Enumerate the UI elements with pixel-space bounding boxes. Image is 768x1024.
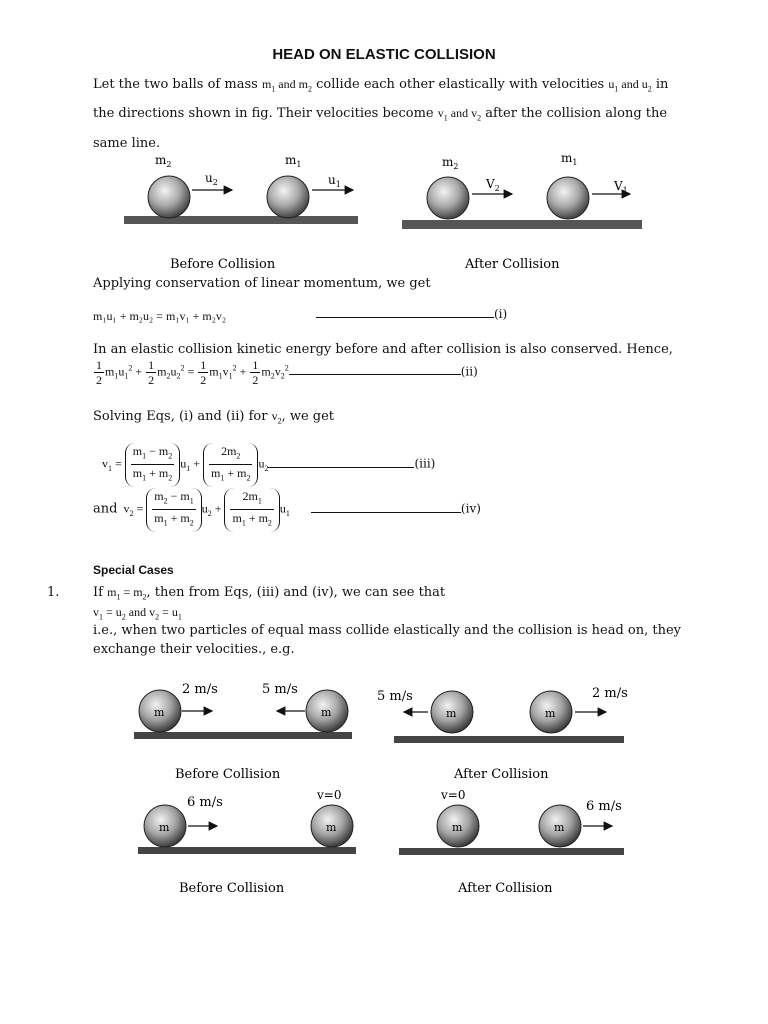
fig1-after-label: After Collision (465, 257, 560, 272)
label-2ms: 2 m/s (182, 682, 218, 697)
svg-text:m: m (554, 821, 565, 834)
momentum-equation (93, 309, 226, 324)
case-number: 1. (47, 585, 60, 600)
equation-v2: and $v_2$ = $\frac{m_2 - m_1}{m_1 + m_2}$ $u_2$ + $\frac{2m_1}{m_1 + m_2}$ $u_1$ (iv) (93, 488, 481, 532)
fig2-before-label: Before Collision (175, 767, 281, 782)
ground-after-3 (399, 848, 624, 855)
label-after-6ms: 6 m/s (586, 799, 622, 814)
energy-text: In an elastic collision kinetic energy before and after collision is also conserved. Hence, (93, 342, 673, 357)
case-result: $v_1 = u_2$ and $v_2 = u_1$ (93, 605, 182, 622)
intro-line-2: the directions shown in fig. Their velocities become $v_1$ and $v_2$ after the collision along the (93, 106, 668, 123)
svg-text:m: m (545, 707, 556, 720)
label-v0: v=0 (317, 788, 342, 802)
svg-text:m1: $m_1$ (561, 151, 578, 167)
intro-line-3: same line. (93, 135, 161, 151)
svg-text:m: m (452, 821, 463, 834)
svg-text:u2: $u_2$ (205, 171, 218, 187)
intro-line-1: Let the two balls of mass $m_1$ and $m_2$ collide each other elastically with velocities $u_1$ and $u_2$ in (93, 77, 669, 94)
ground-before-3 (138, 847, 356, 854)
label-5ms: 5 m/s (262, 682, 298, 697)
u1-and-u2: $u_1$ and $u_2$ (608, 77, 652, 94)
ball-m2-before (148, 176, 190, 218)
label-after-2ms: 2 m/s (592, 686, 628, 701)
label-6ms: 6 m/s (187, 795, 223, 810)
fig1-before-label: Before Collision (170, 257, 276, 272)
svg-text:m2: $m_2$ (442, 155, 459, 171)
fig3-before-label: Before Collision (179, 881, 285, 896)
momentum-eq-tag: (i) (316, 307, 507, 321)
svg-text:m1: $m_1$ (285, 153, 302, 169)
ball-m1-before (267, 176, 309, 218)
ball-m1-after (547, 177, 589, 219)
case-condition: If $m_1 = m_2$, then from Eqs, (iii) and (iv), we can see that (93, 585, 446, 602)
ground-after-2 (394, 736, 624, 743)
ground-before (124, 216, 358, 224)
svg-text:m: m (154, 706, 165, 719)
energy-equation: $\frac{1}{2}$ $m_1u_1^2$ + $\frac{1}{2}$ $m_2u_2^2$ = $\frac{1}{2}$ $m_1v_1^2$ + $\frac{1}{2}$ $m_2v_2^2$ (ii) (96, 358, 478, 387)
momentum-text: Applying conservation of linear momentum, we get (93, 276, 431, 291)
svg-text:m2: $m_2$ (155, 153, 172, 169)
svg-text:m: m (326, 821, 337, 834)
svg-text:V1: $V_1$ (614, 179, 628, 195)
fig2-after-label: After Collision (454, 767, 549, 782)
ground-before-2 (134, 732, 352, 739)
case-explanation: i.e., when two particles of equal mass collide elastically and the collision is head on, they exchange their velocities., e.g. (93, 623, 682, 657)
ground-after (402, 220, 642, 229)
page-title: HEAD ON ELASTIC COLLISION (272, 46, 496, 63)
figure-collision-1 (110, 148, 650, 273)
special-cases-heading: Special Cases (93, 563, 174, 577)
fig3-after-label: After Collision (458, 881, 553, 896)
figure-exchange-1 (120, 675, 660, 785)
label-after-v0: v=0 (441, 788, 466, 802)
svg-text:V2: $V_2$ (486, 177, 500, 193)
momentum-eq-text: m₁u₁ + m₂u₂ = m₁v₁ + m₂v₂ (93, 309, 227, 323)
ball-m2-after (427, 177, 469, 219)
intro-paragraph (93, 72, 723, 156)
svg-text:u1: $u_1$ (328, 173, 341, 189)
figure-exchange-2 (120, 785, 660, 900)
label-after-5ms: 5 m/s (377, 689, 413, 704)
equation-v1: $v_1$ = $\frac{m_1 - m_2}{m_1 + m_2}$ $u_1$ + $\frac{2m_2}{m_1 + m_2}$ $u_2$ (iii) (102, 443, 435, 487)
svg-text:m: m (446, 707, 457, 720)
solving-text: Solving Eqs, (i) and (ii) for $v_2$, we get (93, 409, 335, 426)
v1-and-v2: $v_1$ and $v_2$ (437, 106, 482, 123)
svg-text:m: m (159, 821, 170, 834)
svg-text:m: m (321, 706, 332, 719)
